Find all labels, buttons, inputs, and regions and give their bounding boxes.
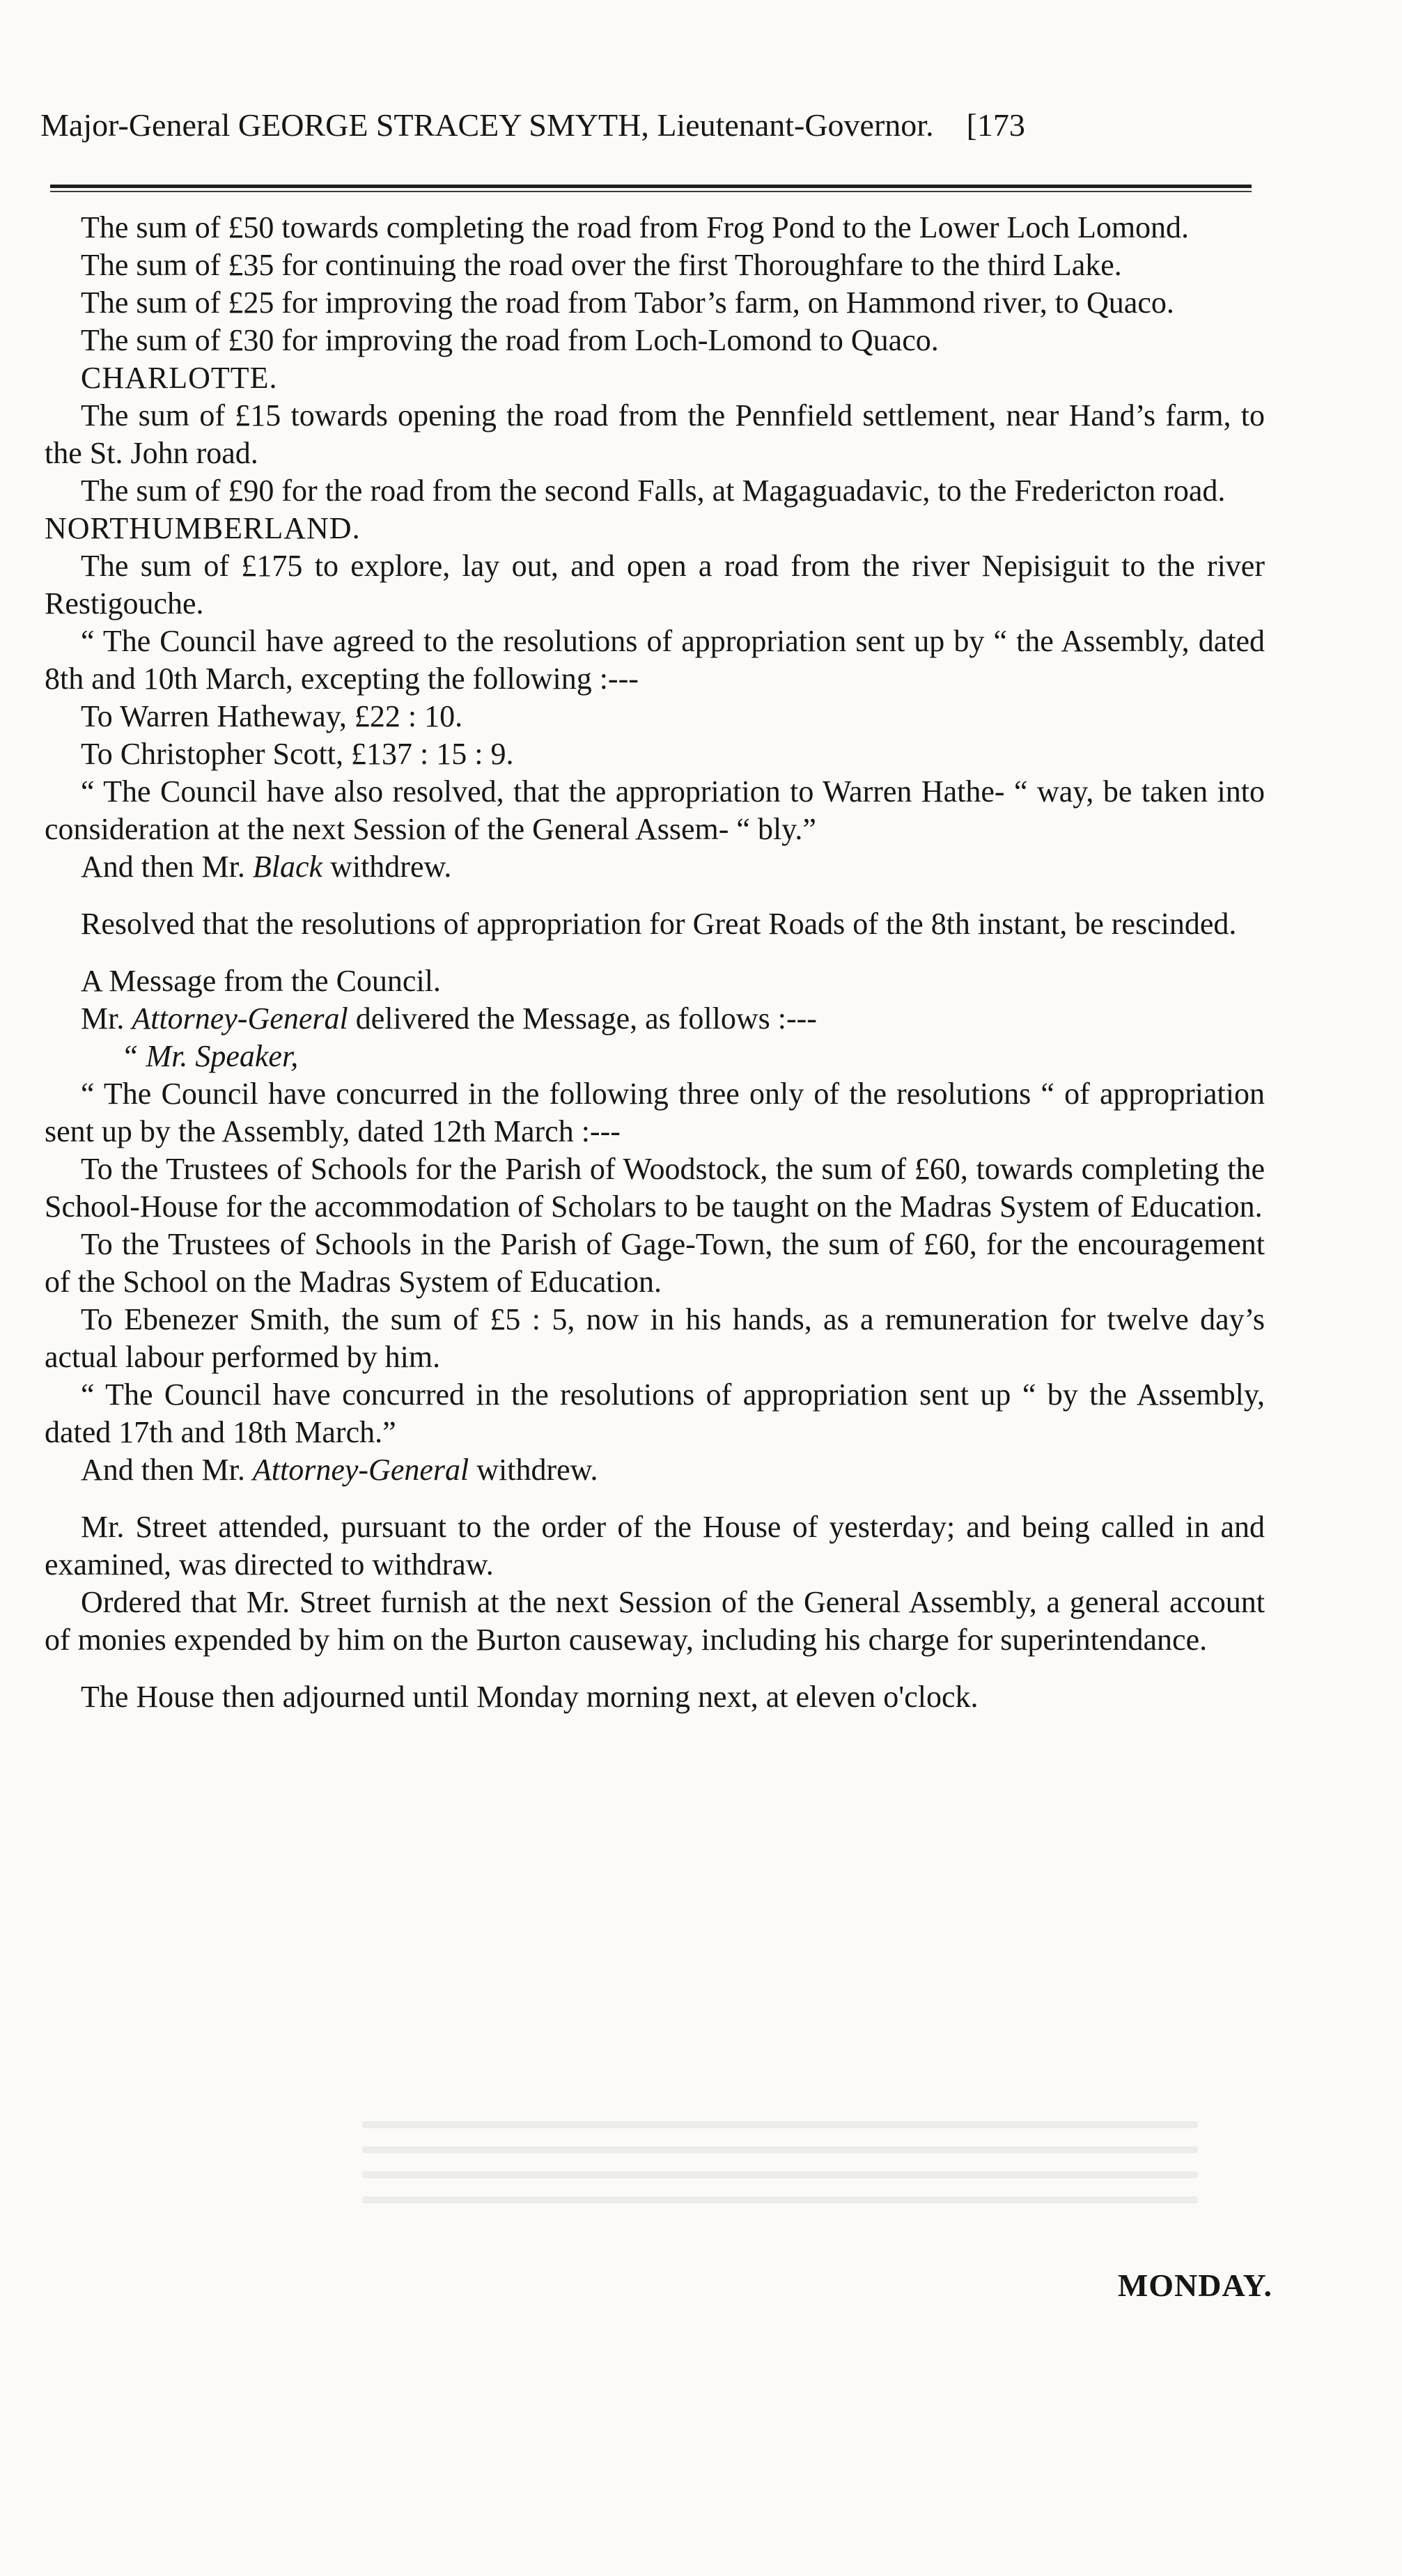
text-run: And then Mr. [81,850,253,884]
paragraph: Resolved that the resolutions of appropriation for Great Roads of the 8th instant, be rescinded. [81,907,1237,941]
header-rule [50,185,1252,188]
paragraph [45,1000,1265,1038]
paragraph: To Ebenezer Smith, the sum of £5 : 5, now in his hands, as a remuneration for twelve day’s actual labour performed by him. [45,1302,1265,1374]
text-run: withdrew. [322,850,452,884]
quoted-paragraph: “ The Council have concurred in the following three only of the resolutions “ of appropriation sent up by the Assembly, dated 12th March :--- [45,1077,1265,1148]
paragraph: The sum of £25 for improving the road from Tabor’s farm, on Hammond river, to Quaco. [81,286,1174,320]
quoted-paragraph: “ The Council have agreed to the resolutions of appropriation sent up by “ the Assembly, dated 8th and 10th March, excepting the following :--- [45,624,1265,696]
paragraph: The House then adjourned until Monday morning next, at eleven o'clock. [81,1680,979,1714]
paragraph: To the Trustees of Schools in the Parish of Gage-Town, the sum of £60, for the encouragement of the School on the Madras System of Education. [45,1227,1265,1299]
paragraph [45,848,1265,886]
header-rule-thin [50,191,1252,192]
text-run: withdrew. [469,1453,598,1487]
paragraph [45,1451,1265,1489]
text-run: Mr. [81,1001,132,1036]
quoted-paragraph: “ The Council have concurred in the resolutions of appropriation sent up “ by the Assembly, dated 17th and 18th March.” [45,1377,1265,1449]
page-number: [173 [966,107,1025,143]
italic-name: Black [252,850,323,884]
section-heading-charlotte: CHARLOTTE. [81,361,278,395]
paragraph: To Warren Hatheway, £22 : 10. [81,699,463,733]
italic-name: Attorney-General [252,1453,469,1487]
catchword: MONDAY. [1117,2267,1272,2303]
paragraph: To the Trustees of Schools for the Parish of Woodstock, the sum of £60, towards completing the School-House for the accommodation of Scholars to be taught on the Madras System of Education. [45,1152,1265,1224]
paragraph: The sum of £15 towards opening the road from the Pennfield settlement, near Hand’s farm, to the St. John road. [45,398,1265,470]
text-run: delivered the Message, as follows :--- [348,1001,817,1036]
salutation: “ Mr. Speaker, [121,1039,299,1073]
paragraph: Ordered that Mr. Street furnish at the next Session of the General Assembly, a general account of monies expended by him on the Burton causeway, including his charge for superintendance. [45,1585,1265,1657]
bleed-through-noise [362,2103,1198,2270]
paragraph: Mr. Street attended, pursuant to the order of the House of yesterday; and being called in and examined, was directed to withdraw. [45,1510,1265,1582]
header-title: Major-General GEORGE STRACEY SMYTH, Lieutenant-Governor. [40,107,934,143]
page-body [45,209,1265,1716]
quoted-paragraph: “ The Council have also resolved, that the appropriation to Warren Hathe- “ way, be taken into consideration at the next Session of the General Assem- “ bly.” [45,774,1265,846]
paragraph: A Message from the Council. [81,964,441,998]
section-heading-northumberland: NORTHUMBERLAND. [45,511,361,545]
paragraph: To Christopher Scott, £137 : 15 : 9. [81,737,514,771]
text-run: And then Mr. [81,1453,253,1487]
paragraph: The sum of £175 to explore, lay out, and open a road from the river Nepisiguit to the river Restigouche. [45,549,1265,620]
paragraph: The sum of £35 for continuing the road over the first Thoroughfare to the third Lake. [81,248,1122,282]
paragraph: The sum of £50 towards completing the road from Frog Pond to the Lower Loch Lomond. [81,210,1190,244]
paragraph: The sum of £30 for improving the road from Loch-Lomond to Quaco. [81,323,939,357]
italic-name: Attorney-General [132,1001,348,1036]
paragraph: The sum of £90 for the road from the second Falls, at Magaguadavic, to the Fredericton road. [81,474,1226,508]
running-header [40,104,1252,146]
